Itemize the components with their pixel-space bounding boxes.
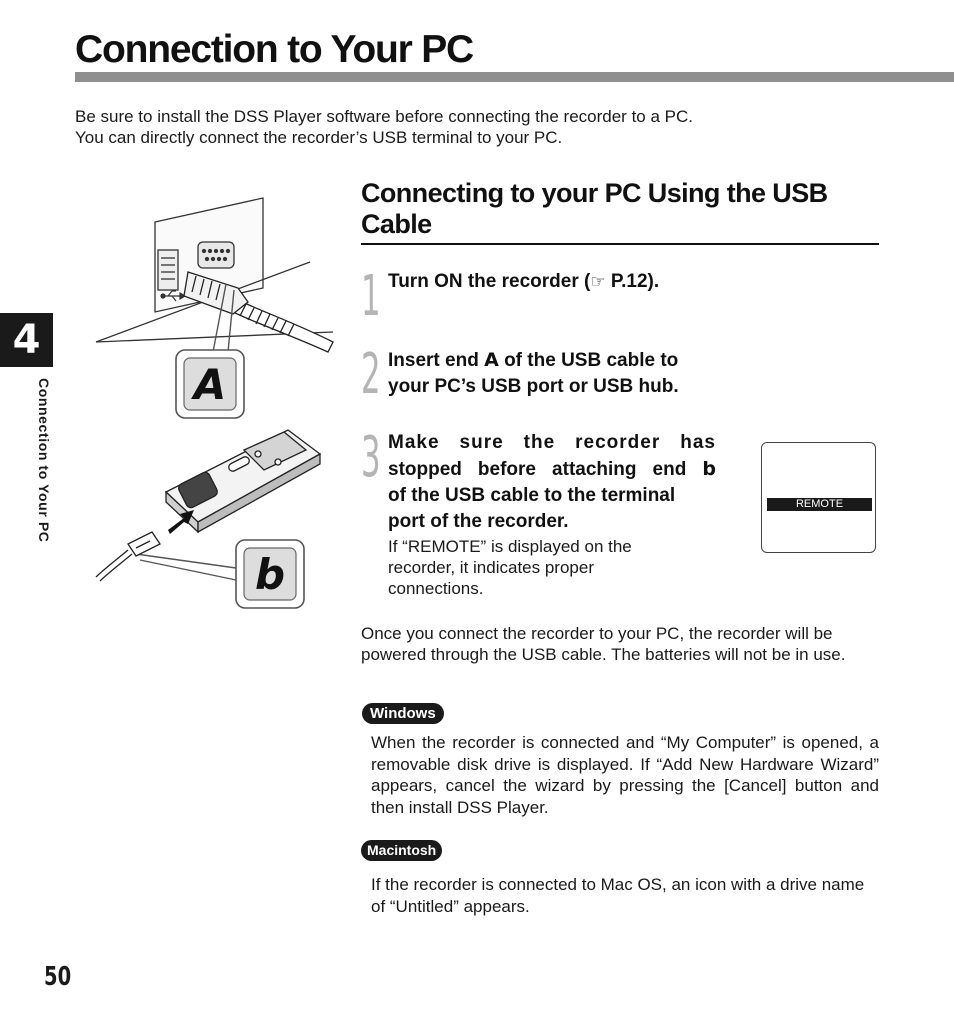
step-text: Insert end A of the USB cable to your PC’s USB port or USB hub.: [388, 349, 679, 397]
step-note: If “REMOTE” is displayed on the recorder, it indicates proper connections.: [388, 537, 632, 598]
intro-line: You can directly connect the recorder’s USB terminal to your PC.: [75, 128, 563, 147]
usb-connection-illustration: [88, 192, 343, 617]
step-text: Make sure the recorder has stopped before attaching end b of the USB cable to the terminal port of the recorder.: [388, 432, 716, 532]
end-a-marker: A: [484, 349, 499, 371]
end-b-marker: b: [702, 458, 716, 480]
section-heading: Connecting to your PC Using the USB Cable: [361, 178, 879, 245]
step-number: 1: [361, 264, 381, 329]
chapter-tab: 4: [0, 313, 53, 367]
recorder-display: [761, 442, 876, 553]
title-rule: [75, 72, 954, 82]
label-a-badge: [176, 350, 244, 418]
step-number: 3: [361, 425, 381, 490]
step-text: Turn ON the recorder (☞ P.12).: [388, 271, 660, 292]
pc-panel: [96, 198, 333, 342]
macintosh-text: If the recorder is connected to Mac OS, an icon with a drive name of “Untitled” appears.: [371, 875, 865, 916]
power-note: Once you connect the recorder to your PC, the recorder will be powered through the USB cable. The batteries will not be in use.: [361, 624, 846, 664]
label-b-text: b: [254, 550, 286, 599]
windows-text: When the recorder is connected and “My Computer” is opened, a removable disk drive is displayed. If “Add New Hardware Wizard” appears, cancel the wizard by pressing the [Cancel] button and then install DSS Player.: [371, 733, 879, 817]
label-a-text: A: [193, 360, 227, 409]
label-b-badge: [236, 540, 304, 608]
windows-badge: Windows: [362, 703, 444, 724]
pointing-hand-icon: ☞: [590, 272, 606, 292]
page-number: 50: [44, 962, 72, 992]
intro-text: [75, 106, 875, 148]
intro-line: Be sure to install the DSS Player software before connecting the recorder to a PC.: [75, 107, 693, 126]
macintosh-badge: Macintosh: [361, 840, 442, 861]
step-number: 2: [361, 342, 381, 407]
side-label: Connection to Your PC: [36, 378, 52, 543]
page-title: Connection to Your PC: [75, 28, 474, 71]
remote-indicator: REMOTE: [767, 498, 872, 511]
